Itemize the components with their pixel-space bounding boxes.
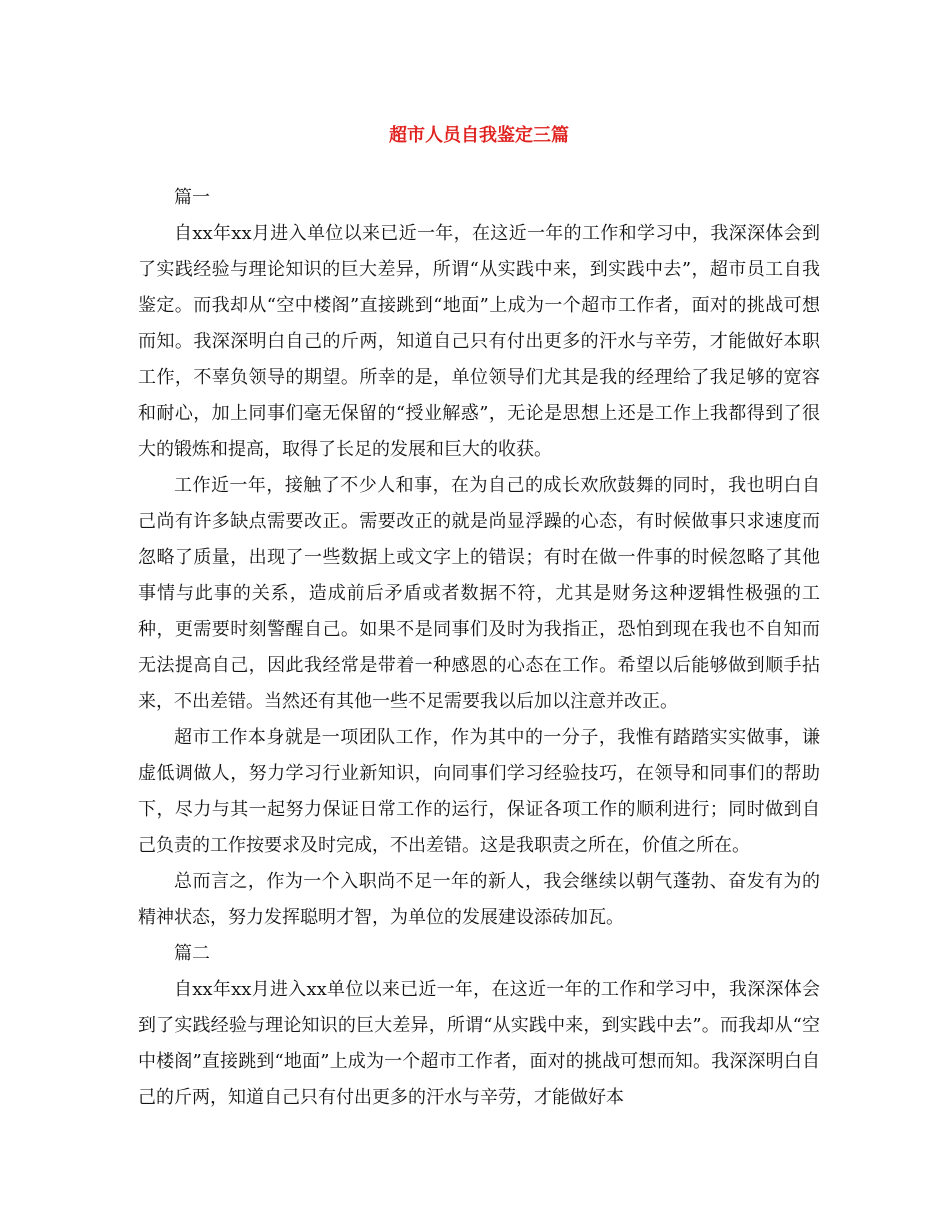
section-1-paragraph-2: 工作近一年，接触了不少人和事，在为自己的成长欢欣鼓舞的同时，我也明白自己尚有许多缺点需要改正。需要改正的就是尚显浮躁的心态，有时候做事只求速度而忽略了质量，出现了一些数据上或文字上的错误；有时在做一件事的时候忽略了其他事情与此事的关系，造成前后矛盾或者数据不符，尤其是财务这种逻辑性极强的工种，更需要时刻警醒自己。如果不是同事们及时为我指正，恐怕到现在我也不自知而无法提高自己，因此我经常是带着一种感恩的心态在工作。希望以后能够做到顺手拈来，不出差错。当然还有其他一些不足需要我以后加以注意并改正。 <box>138 475 820 712</box>
section-label-2: 篇二 <box>174 943 210 964</box>
section-label-1: 篇一 <box>174 187 210 208</box>
section-1-paragraph-3: 超市工作本身就是一项团队工作，作为其中的一分子，我惟有踏踏实实做事，谦虚低调做人，努力学习行业新知识，向同事们学习经验技巧，在领导和同事们的帮助下，尽力与其一起努力保证日常工作的运行，保证各项工作的顺利进行；同时做到自己负责的工作按要求及时完成，不出差错。这是我职责之所在，价值之所在。 <box>138 727 820 856</box>
document-title: 超市人员自我鉴定三篇 <box>389 125 569 146</box>
section-1-paragraph-1: 自xx年xx月进入单位以来已近一年，在这近一年的工作和学习中，我深深体会到了实践经验与理论知识的巨大差异，所谓“从实践中来，到实践中去”，超市员工自我鉴定。而我却从“空中楼阁”直接跳到“地面”上成为一个超市工作者，面对的挑战可想而知。我深深明白自己的斤两，知道自己只有付出更多的汗水与辛劳，才能做好本职工作，不辜负领导的期望。所幸的是，单位领导们尤其是我的经理给了我足够的宽容和耐心，加上同事们毫无保留的“授业解惑”，无论是思想上还是工作上我都得到了很大的锻炼和提高，取得了长足的发展和巨大的收获。 <box>138 223 820 460</box>
section-2-paragraph-1: 自xx年xx月进入xx单位以来已近一年，在这近一年的工作和学习中，我深深体会到了实践经验与理论知识的巨大差异，所谓“从实践中来，到实践中去”。而我却从“空中楼阁”直接跳到“地面”上成为一个超市工作者，面对的挑战可想而知。我深深明白自己的斤两，知道自己只有付出更多的汗水与辛劳，才能做好本 <box>138 979 820 1108</box>
section-1-paragraph-4: 总而言之，作为一个入职尚不足一年的新人，我会继续以朝气蓬勃、奋发有为的精神状态，努力发挥聪明才智，为单位的发展建设添砖加瓦。 <box>138 871 820 928</box>
